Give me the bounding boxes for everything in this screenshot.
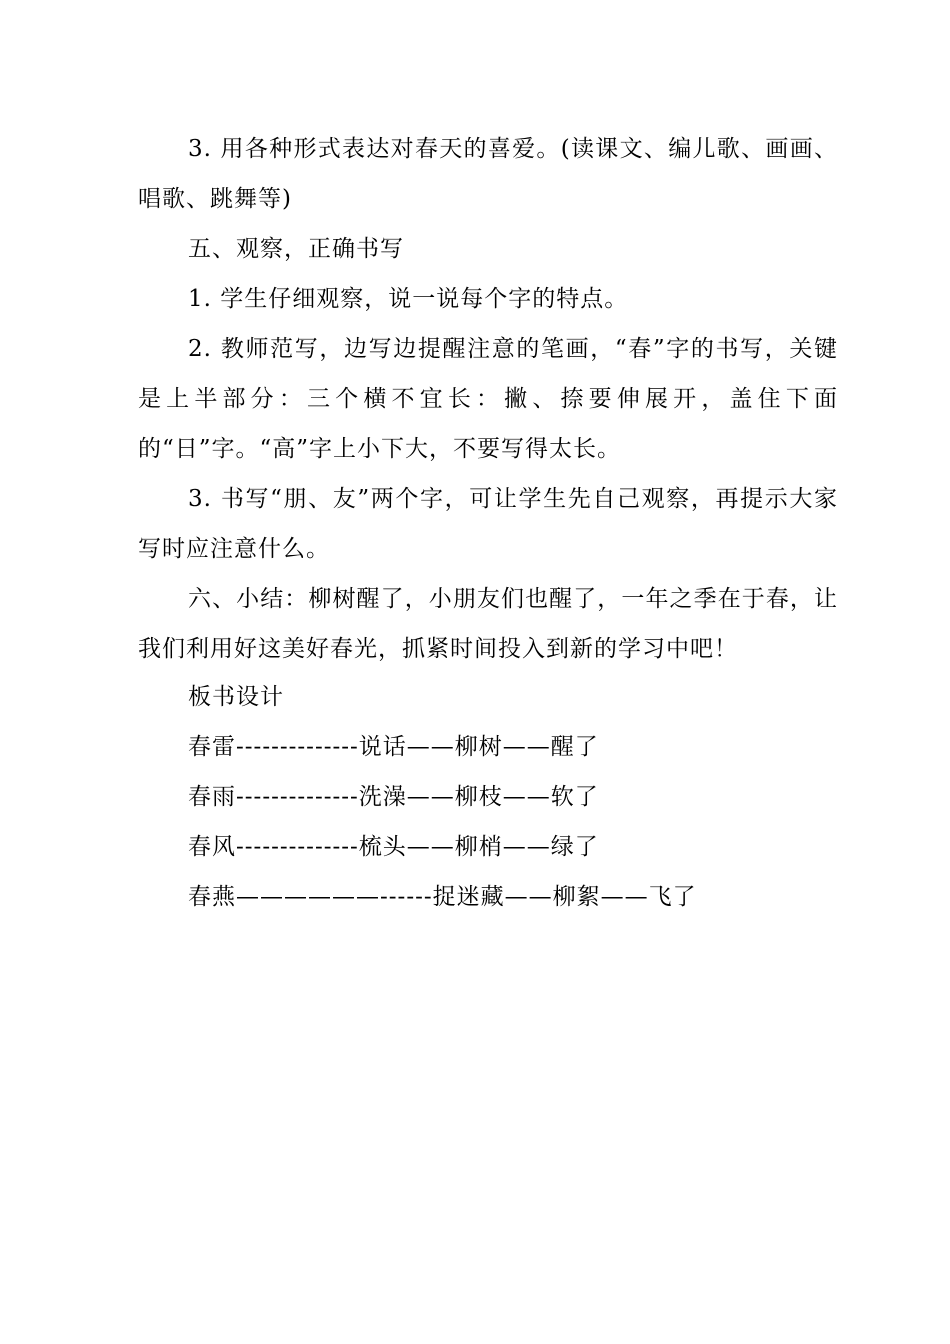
- board-row-spring-wind: 春风--------------梳头——柳梢——绿了: [188, 834, 599, 860]
- section-heading-observe-write: 五、观察，正确书写: [188, 236, 404, 262]
- paragraph-summary: 六、小结：柳树醒了，小朋友们也醒了，一年之季在于春，让我们利用好这美好春光，抓紧时间投入到新的学习中吧！: [138, 586, 838, 662]
- paragraph-express-love: 3. 用各种形式表达对春天的喜爱。(读课文、编儿歌、画画、唱歌、跳舞等): [138, 136, 838, 212]
- board-row-spring-rain: 春雨--------------洗澡——柳枝——软了: [188, 784, 599, 810]
- board-design-title: 板书设计: [188, 684, 284, 710]
- board-row-spring-thunder: 春雷--------------说话——柳树——醒了: [188, 734, 599, 760]
- paragraph-write-characters: 3. 书写“朋、友”两个字，可让学生先自己观察，再提示大家写时应注意什么。: [138, 486, 838, 562]
- paragraph-observe-features: 1. 学生仔细观察，说一说每个字的特点。: [188, 286, 629, 312]
- board-row-spring-swallow: 春燕——————------捉迷藏——柳絮——飞了: [188, 884, 697, 910]
- paragraph-teacher-demo: 2. 教师范写，边写边提醒注意的笔画，“春”字的书写，关键是上半部分：三个横不宜长：撇、捺要伸展开，盖住下面的“日”字。“高”字上小下大，不要写得太长。: [138, 336, 838, 462]
